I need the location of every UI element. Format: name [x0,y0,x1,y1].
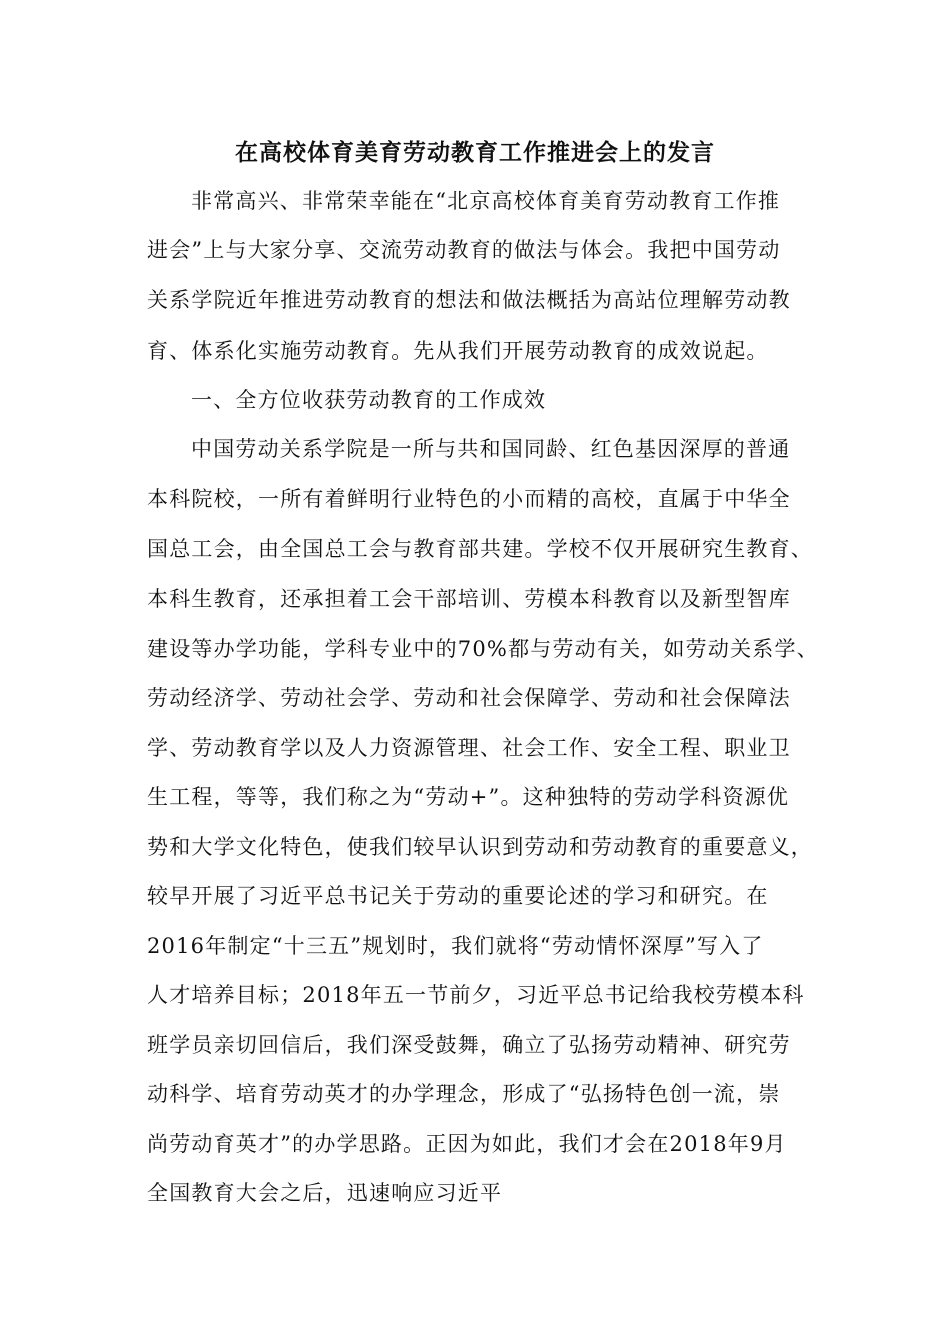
text-line: 全国教育大会之后，迅速响应习近平 [147,1181,503,1205]
text-line: 国总工会，由全国总工会与教育部共建。学校不仅开展研究生教育、 [147,537,813,561]
text-line: 进会”上与大家分享、交流劳动教育的做法与体会。我把中国劳动 [147,238,781,262]
text-line: 学、劳动教育学以及人力资源管理、社会工作、安全工程、职业卫 [147,736,791,760]
text-line: 2016年制定“十三五”规划时，我们就将“劳动情怀深厚”写入了 [147,934,764,958]
section-heading: 一、全方位收获劳动教育的工作成效 [191,388,547,412]
text-line: 班学员亲切回信后，我们深受鼓舞，确立了弘扬劳动精神、研究劳 [147,1033,791,1057]
text-line: 人才培养目标；2018年五一节前夕，习近平总书记给我校劳模本科 [147,983,805,1007]
text-line: 建设等办学功能，学科专业中的70%都与劳动有关，如劳动关系学、 [147,637,819,661]
text-line: 势和大学文化特色，使我们较早认识到劳动和劳动教育的重要意义， [147,835,813,859]
text-line: 中国劳动关系学院是一所与共和国同龄、红色基因深厚的普通 [191,437,791,461]
text-line: 动科学、培育劳动英才的办学理念，形成了“弘扬特色创一流，崇 [147,1082,781,1106]
text-line: 育、体系化实施劳动教育。先从我们开展劳动教育的成效说起。 [147,339,769,363]
text-line: 本科生教育，还承担着工会干部培训、劳模本科教育以及新型智库 [147,587,791,611]
text-line: 劳动经济学、劳动社会学、劳动和社会保障学、劳动和社会保障法 [147,686,791,710]
text-line: 生工程，等等，我们称之为“劳动+”。这种独特的劳动学科资源优 [147,785,790,809]
text-line: 较早开展了习近平总书记关于劳动的重要论述的学习和研究。在 [147,884,769,908]
document-title: 在高校体育美育劳动教育工作推进会上的发言 [235,139,715,166]
text-line: 本科院校，一所有着鲜明行业特色的小而精的高校，直属于中华全 [147,487,791,511]
text-line: 关系学院近年推进劳动教育的想法和做法概括为高站位理解劳动教 [147,288,791,312]
text-line: 非常高兴、非常荣幸能在“北京高校体育美育劳动教育工作推 [191,189,781,213]
text-line: 尚劳动育英才”的办学思路。正因为如此，我们才会在2018年9月 [147,1132,787,1156]
